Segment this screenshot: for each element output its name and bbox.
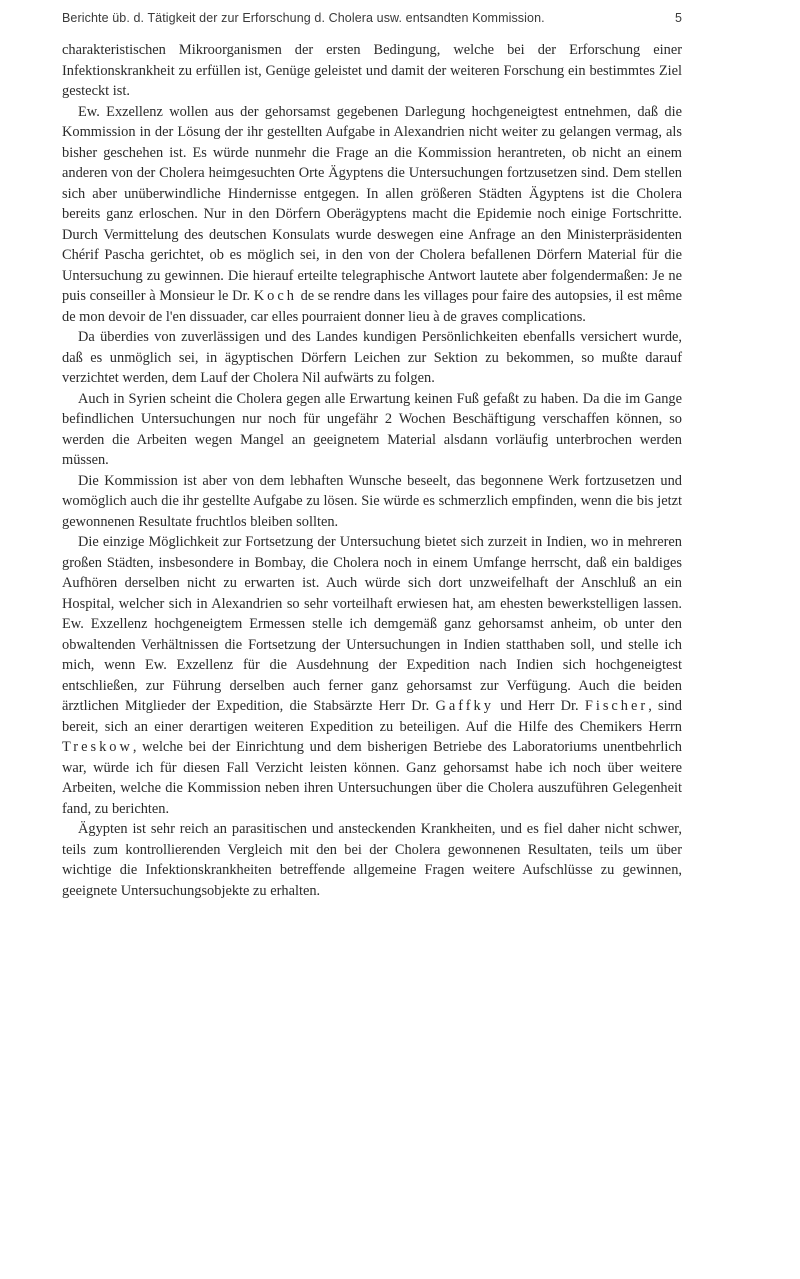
person-name-koch: Koch	[253, 288, 297, 304]
paragraph-5: Die Kommission ist aber von dem lebhaften Wunsche beseelt, das begonnene Werk fortzusetzen und womöglich auch die ihr gestellte Aufgabe zu lösen. Sie würde es schmerzlich empfinden, wenn die bis jetzt gewonnenen Resultate fruchtlos bleiben sollten.	[62, 472, 682, 530]
person-name-gaffky: Gaffky	[435, 698, 494, 714]
running-header	[62, 11, 682, 31]
running-header-title: Berichte üb. d. Tätigkeit der zur Erforschung d. Cholera usw. entsandten Kommission.	[62, 11, 545, 25]
person-name-fischer: Fischer	[584, 698, 649, 714]
paragraph-7: Ägypten ist sehr reich an parasitischen und ansteckenden Krankheiten, und es fiel daher nicht schwer, teils zum kontrollierenden Vergleich mit den bei der Cholera gewonnenen Resultaten, teils um über wichtige die Infektionskrankheiten betreffende allgemeine Fragen weitere Aufschlüsse zu gewinnen, geeignete Untersuchungsobjekte zu erhalten.	[62, 821, 682, 899]
paragraph-1: charakteristischen Mikroorganismen der ersten Bedingung, welche bei der Erforschung einer Infektionskrankheit zu erfüllen ist, Genüge geleistet und damit der weiteren Forschung ein bestimmtes Ziel gesteckt ist.	[62, 42, 682, 99]
paragraph-6-text-a: Die einzige Möglichkeit zur Fortsetzung der Untersuchung bietet sich zurzeit in Indien, wo in mehreren großen Städten, insbesondere in Bombay, die Cholera noch in einem Umfange herrscht, daß ein baldiges Aufhören derselben nicht zu erwarten ist. Auch würde sich dort unzweifelhaft der Anschluß an ein Hospital, welcher sich in Alexandrien so sehr vorteilhaft erwiesen hat, am ehesten bewerkstelligen lassen. Ew. Exzellenz hochgeneigtem Ermessen stelle ich demgemäß ganz gehorsamst anheim, ob unter den obwaltenden Verhältnissen die Fortsetzung der Untersuchungen in Indien statthaben soll, und stelle ich mich, wenn Ew. Exzellenz für die Ausdehnung der Expedition nach Indien sich hochgeneigtest entschließen, zur Führung derselben auch ferner ganz gehorsamst zur Verfügung. Auch die beiden ärztlichen Mitglieder der Expedition, die Stabsärzte Herr Dr.	[62, 534, 682, 714]
paragraph-3: Da überdies von zuverlässigen und des Landes kundigen Persönlichkeiten ebenfalls versichert wurde, daß es unmöglich sei, in ägyptischen Dörfern Leichen zur Sektion zu bekommen, so mußte darauf verzichtet werden, dem Lauf der Cholera Nil aufwärts zu folgen.	[62, 329, 682, 386]
body-text	[62, 40, 682, 901]
paragraph-2-text-a: Ew. Exzellenz wollen aus der gehorsamst gegebenen Darlegung hochgeneigtest entnehmen, daß die Kommission in der Lösung der ihr gestellten Aufgabe in Alexandrien nicht weiter zu gelangen vermag, als bisher geschehen ist. Es würde nunmehr die Frage an die Kommission herantreten, ob nicht an einem anderen von der Cholera heimgesuchten Orte Ägyptens die Untersuchungen fortzusetzen sind. Dem stellen sich aber unüberwindliche Hindernisse entgegen. In allen größeren Städten Ägyptens ist die Cholera bereits ganz erloschen. Nur in den Dörfern Oberägyptens macht die Epidemie noch einige Fortschritte. Durch Vermittelung des deutschen Konsulats wurde deswegen eine Anfrage an den Ministerpräsidenten Chérif Pascha gerichtet, ob es möglich sei, in den von der Cholera befallenen Dörfern Material für die Untersuchung zu gewinnen. Die hierauf erteilte telegraphische Antwort lautete aber folgendermaßen: Je ne puis conseiller à Monsieur le Dr.	[62, 103, 682, 304]
page-number: 5	[674, 11, 682, 25]
paragraph-6-text-c: , sind bereit, sich an einer derartigen weiteren Expedition zu beteiligen. Auf die Hilfe des Chemikers Herrn	[62, 698, 682, 735]
paragraph-6	[62, 532, 682, 819]
person-name-treskow: Treskow	[62, 739, 133, 755]
paragraph-6-text-d: , welche bei der Einrichtung und dem bisherigen Betriebe des Laboratoriums unentbehrlich war, würde ich für diesen Fall Verzicht leisten können. Ganz gehorsamst habe ich noch über weitere Arbeiten, welche die Kommission neben ihren Untersuchungen über die Cholera auszuführen Gelegenheit fand, zu berichten.	[62, 739, 682, 817]
paragraph-2	[62, 102, 682, 328]
paragraph-4: Auch in Syrien scheint die Cholera gegen alle Erwartung keinen Fuß gefaßt zu haben. Da die im Gange befindlichen Untersuchungen nur noch für ungefähr 2 Wochen Beschäftigung verschaffen können, so werden die Arbeiten wegen Mangel an geeignetem Material alsdann vorläufig unterbrochen werden müssen.	[62, 390, 682, 468]
paragraph-6-text-b: und Herr Dr.	[500, 698, 579, 714]
paragraph-2-text-b: de se rendre dans les villages pour faire des autopsies, il est même de mon devoir de l'en dissuader, car elles pourraient donner lieu à de graves complications.	[62, 288, 682, 325]
